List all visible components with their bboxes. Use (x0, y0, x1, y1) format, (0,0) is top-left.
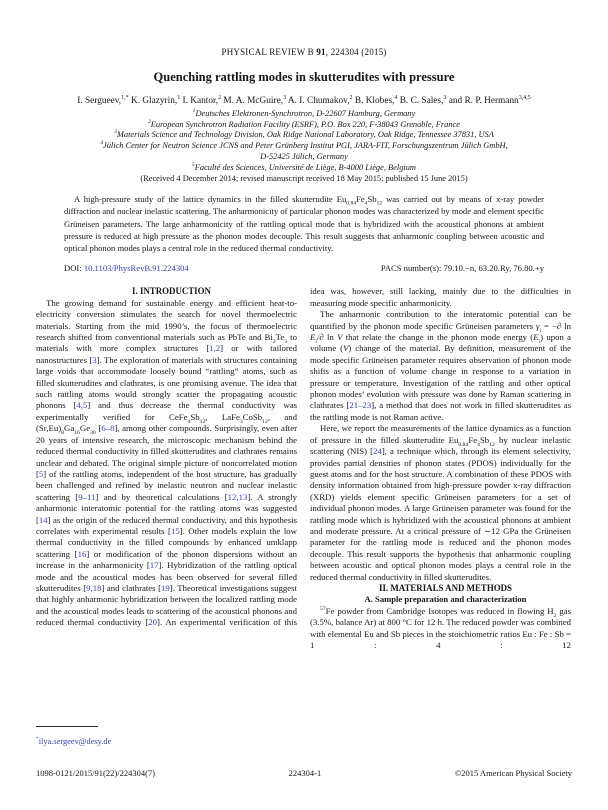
citation-link[interactable]: 4,5 (76, 400, 88, 411)
page-footer (36, 768, 572, 778)
footnote-rule (36, 726, 98, 727)
journal-issue: , 224304 (2015) (325, 47, 387, 57)
section-heading-introduction: I. INTRODUCTION (132, 286, 211, 297)
anharmonic-paragraph: The anharmonic contribution to the interatomic potential can be quantified by the phonon mode specific Grüneisen parameters $\gamma_i$ = −∂ $\ln E_i/\partial$ ln V that relate the change in the phonon mode energy $(E_i)$ upon a volume (V) change of the material. By definition, measurement of the mode specific Grüneisen parameter requires observation of phonon mode shifts as a function of volume change in response to a variation in pressure or temperature. Investigation of the rattling and other optical phonon modes’ evolution with pressure was done by Raman scattering in clathrates [21–23], a method that does not work in filled skutterudites as the rattling mode is not Raman active. (310, 309, 571, 422)
report-paragraph: Here, we report the measurements of the lattice dynamics as a function of pressure in the filled skutterudite $Eu_{0.84}Fe_4Sb_{12}$ by nuclear inelastic scattering (NIS) [24], a technique which, through its element selectivity, provides partial densities of phonon states (PDOS) individually for the guest atoms and for the host structure. A combination of these PDOS with density information obtained from high-pressure powder x-ray diffraction (XRD) yields element specific Grüneisen parameters for a set of individual phonon modes. A large Grüneisen parameter was found for the rattling mode which is hybridized with the acoustical phonons at ambient and moderate pressure. At a critical pressure of ∼12 GPa the Grüneisen parameter for the rattling mode is reduced and the phonon modes decouple. This result supports the hypothesis that anharmonic coupling between acoustic and optical phonon modes plays a central role in the reduced thermal conductivity in filled skutterudites. (310, 423, 571, 582)
citation-link[interactable]: 24 (373, 446, 382, 457)
affiliation-line: $^4$Jülich Center for Neutron Science JCNS and Peter Grünberg Institut PGI, JARA-FIT, Forschungszentrum Jülich GmbH, (100, 140, 508, 151)
affiliation-line: $^3$Materials Science and Technology Division, Oak Ridge National Laboratory, Oak Ridge, Tennessee 37831, USA (114, 129, 494, 140)
pacs-numbers: PACS number(s): 79.10.−n, 63.20.Ry, 76.80.+y (380, 263, 544, 274)
citation-link[interactable]: 1,2 (209, 343, 221, 354)
abstract-text: A high-pressure study of the lattice dynamics in the filled skutterudite $Eu_{0.84}Fe_4Sb_{12}$ was carried out by means of x-ray powder diffraction and nuclear inelastic scattering. The anharmonicity of particular phonon modes was characterized by mode and element specific Grüneisen parameters. The large anharmonicity of the rattling optical mode that is hybridized with the acoustical phonons at ambient pressure is reduced at high pressure as the phonon modes decouple. This result suggests that anharmonic coupling between acoustic and optical phonon modes plays a central role in the reduced thermal conductivity. (64, 193, 544, 254)
journal-header (0, 0, 608, 57)
journal-volume: 91 (316, 47, 326, 57)
citation-link[interactable]: 9–11 (78, 491, 96, 502)
paper-title: Quenching rattling modes in skutterudites with pressure (153, 70, 455, 84)
journal-name: PHYSICAL REVIEW B (221, 47, 317, 57)
citation-link[interactable]: 20 (148, 617, 158, 628)
footnote (36, 726, 297, 746)
footer-page-number: 224304-1 (288, 768, 322, 778)
citation-link[interactable]: 9,18 (86, 582, 102, 593)
citation-link[interactable]: 12,13 (227, 491, 248, 502)
doi-link[interactable]: 10.1103/PhysRevB.91.224304 (83, 263, 189, 274)
doi-label: DOI: (64, 263, 84, 274)
affiliation-line: D-52425 Jülich, Germany (260, 151, 348, 161)
affiliation-line: $^2$European Synchrotron Radiation Facility (ESRF), P.O. Box 220, F-38043 Grenoble, France (148, 118, 460, 129)
citation-link[interactable]: 14 (38, 514, 48, 525)
left-column (36, 286, 297, 651)
sample-paragraph: $^{57}$Fe powder from Cambridge Isotopes was reduced in flowing $H_2$ gas (3.5%, balance Ar) at 800 °C for 12 h. The reduced powder was combined with elemental Eu and Sb pieces in the stoichiometric ratios Eu : Fe : Sb = 1 : 4 : 12 (310, 605, 571, 650)
citation-link[interactable]: 15 (170, 525, 180, 536)
citation-link[interactable]: 3 (92, 354, 97, 365)
intro-paragraph: The growing demand for sustainable energy and efficient heat-to-electricity conversion stimulates the search for novel thermoelectric materials. Starting from the mid 1990’s, the focus of thermoelectric research shifted from conventional materials such as PbTe and $Bi_2Te_3$ to materials with more complex structures [1,2] or with tailored nanostructures [3]. The exploration of materials with structures containing large voids that accommodate loosely bound “rattling” atoms, such as filled skutterudites and clathrates, is one promising avenue. The idea that such rattling atoms would strongly scatter the propagating acoustic phonons [4,5] and thus decrease the thermal conductivity was experimentally verified for $CeFe_4Sb_{12}$, LaFe$_3$CoSb$_{12}$, and $(Sr,Eu)_8Ga_{16}Ge_{30}$ [6–8], among other compounds. Surprisingly, even after 20 years of intensive research, the microscopic mechanism behind the reduced thermal conductivity in filled skutterudites and clathrates remains unclear and debated. The original simple picture of noncorrelated motion [5] of the rattling atoms, independent of the host structure, has gradually been challenged and refined by inelastic neutron and nuclear inelastic scattering [9–11] and by theoretical calculations [12,13]. A strongly anharmonic interatomic potential for the rattling atoms was suggested [14] as the origin of the reduced thermal conductivity, and this hypothesis correlates with experimental results [15]. Other models explain the low thermal conductivity in the filled compounds by enhanced umklapp scattering [16] or modification of the phonon dispersions without an increase in the anharmonicity [17]. Hybridization of the rattling optical mode and the acoustical modes has been observed for several filled skutterudites [9,18] and clathrates [19]. Theoretical investigations suggest that highly anharmonic hybridization between the localized rattling mode and the acoustical modes leads to scattering of the acoustical phonons and reduced thermal conductivity [20]. An experimental verification of this (36, 297, 298, 628)
received-line: (Received 4 December 2014; revised manuscript received 18 May 2015; published 15 June 2015) (140, 174, 468, 184)
citation-link[interactable]: 6–8 (101, 423, 115, 434)
doi-pacs-row (64, 263, 544, 273)
citation-link[interactable]: 19 (161, 582, 170, 593)
continuation-paragraph: idea was, however, still lacking, mainly due to the difficulties in measuring mode specific anharmonicity. (310, 286, 571, 308)
citation-link[interactable]: 5 (38, 468, 44, 479)
authors-line: I. Sergueev,$^{1,*}$ K. Glazyrin,$^1$ I. Kantor,$^2$ M. A. McGuire,$^3$ A. I. Chumakov,$^2$ B. Klobes,$^4$ B. C. Sales,$^3$ and R. P. Hermann$^{3,4,5}$ (77, 94, 531, 106)
right-column (310, 286, 571, 651)
two-column-body (36, 286, 572, 651)
citation-link[interactable]: 16 (77, 548, 87, 559)
affiliations (0, 109, 608, 173)
section-heading-materials: II. MATERIALS AND METHODS (379, 582, 512, 593)
affiliation-line: $^1$Deutsches Elektronen-Synchrotron, D-22607 Hamburg, Germany (192, 108, 416, 118)
citation-link[interactable]: 17 (149, 560, 159, 571)
doi-line (64, 263, 189, 273)
footer-copyright: ©2015 American Physical Society (454, 768, 572, 778)
subsection-heading-sample-prep: A. Sample preparation and characterization (364, 594, 527, 605)
footer-issn-code: 1098-0121/2015/91(22)/224304(7) (36, 768, 155, 778)
affiliation-line: $^5$Faculté des Sciences, Université de Liège, B-4000 Liège, Belgium (192, 161, 416, 172)
footnote-email[interactable]: *ilya.sergeev@desy.de (36, 736, 112, 746)
citation-link[interactable]: 21–23 (349, 400, 372, 411)
